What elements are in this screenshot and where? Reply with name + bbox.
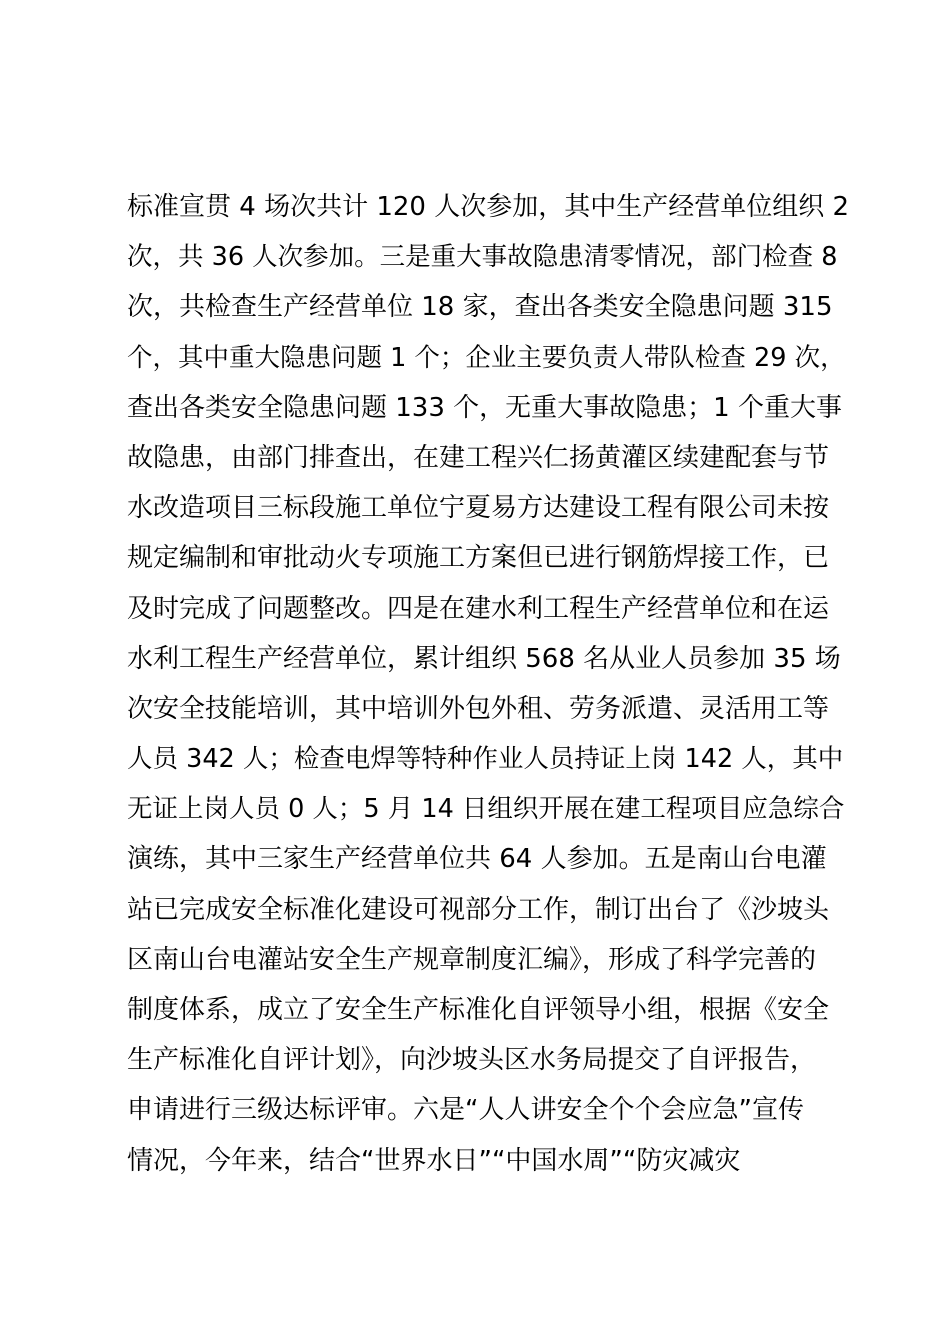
text-line: 次，共检查生产经营单位 18 家，查出各类安全隐患问题 315 <box>127 292 833 323</box>
text-line: 申请进行三级达标评审。六是“人人讲安全个个会应急”宣传 <box>127 1095 804 1126</box>
text-line: 规定编制和审批动火专项施工方案但已进行钢筋焊接工作，已 <box>127 543 830 574</box>
text-line: 标准宣贯 4 场次共计 120 人次参加，其中生产经营单位组织 2 <box>127 192 850 222</box>
text-line: 水改造项目三标段施工单位宁夏易方达建设工程有限公司未按 <box>127 493 830 524</box>
text-line: 次，共 36 人次参加。三是重大事故隐患清零情况，部门检查 8 <box>127 242 838 273</box>
text-line: 区南山台电灌站安全生产规章制度汇编》，形成了科学完善的 <box>127 944 817 975</box>
text-line: 故隐患，由部门排查出，在建工程兴仁扬黄灌区续建配套与节 <box>127 442 830 473</box>
text-line: 查出各类安全隐患问题 133 个，无重大事故隐患；1 个重大事 <box>127 392 842 423</box>
text-line: 演练，其中三家生产经营单位共 64 人参加。五是南山台电灌 <box>127 844 827 875</box>
text-line: 个，其中重大隐患问题 1 个；企业主要负责人带队检查 29 次， <box>127 342 846 373</box>
text-line: 无证上岗人员 0 人；5 月 14 日组织开展在建工程项目应急综合 <box>127 794 845 825</box>
document-body <box>127 182 850 1186</box>
text-line: 制度体系，成立了安全生产标准化自评领导小组，根据《安全 <box>127 995 830 1025</box>
text-line: 水利工程生产经营单位，累计组织 568 名从业人员参加 35 场 <box>127 643 841 674</box>
text-line: 站已完成安全标准化建设可视部分工作，制订出台了《沙坡头 <box>127 894 830 925</box>
text-line: 生产标准化自评计划》，向沙坡头区水务局提交了自评报告， <box>127 1045 817 1076</box>
text-line: 人员 342 人；检查电焊等特种作业人员持证上岗 142 人，其中 <box>127 744 844 775</box>
text-line: 及时完成了问题整改。四是在建水利工程生产经营单位和在运 <box>127 593 830 624</box>
text-line: 次安全技能培训，其中培训外包外租、劳务派遣、灵活用工等 <box>127 693 830 724</box>
text-line: 情况，今年来，结合“世界水日”“中国水周”“防灾减灾 <box>127 1145 741 1176</box>
